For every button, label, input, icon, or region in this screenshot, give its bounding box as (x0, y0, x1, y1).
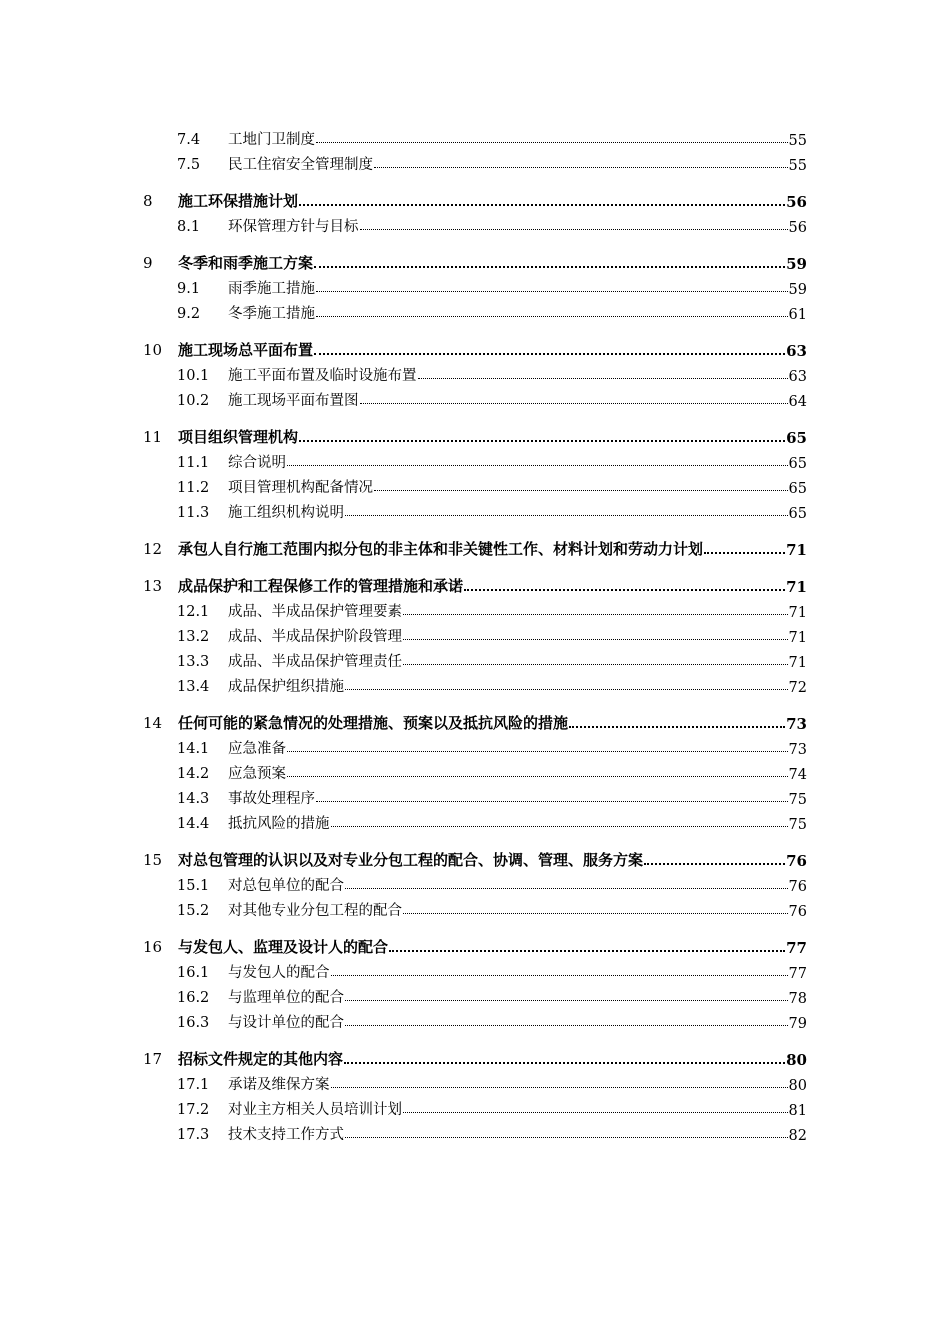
toc-dot-leader (344, 1062, 785, 1064)
toc-entry-number: 17 (143, 1050, 163, 1068)
toc-entry-title: 对其他专业分包工程的配合 (228, 903, 402, 919)
toc-page-number: 56 (788, 220, 807, 236)
toc-entry-label (143, 1098, 402, 1119)
toc-dot-leader (331, 975, 788, 976)
toc-page-number: 81 (788, 1103, 807, 1119)
toc-section-entry[interactable] (143, 1094, 807, 1119)
toc-entry-title: 冬季施工措施 (228, 306, 315, 322)
toc-page-number: 63 (786, 342, 807, 360)
toc-page-number: 55 (788, 158, 807, 174)
toc-entry-label (143, 252, 313, 273)
toc-entry-label (143, 899, 402, 920)
toc-dot-leader (345, 689, 788, 690)
toc-dot-leader (569, 726, 785, 728)
toc-page-number: 59 (788, 282, 807, 298)
toc-entry-number: 16 (143, 938, 163, 956)
toc-dot-leader (464, 589, 785, 591)
toc-dot-leader (314, 353, 785, 355)
toc-dot-leader (345, 515, 788, 516)
toc-dot-leader (403, 664, 788, 665)
toc-page-number: 73 (788, 742, 807, 758)
toc-entry-title: 任何可能的紧急情况的处理措施、预案以及抵抗风险的措施 (178, 714, 569, 732)
toc-dot-leader (287, 465, 788, 466)
toc-entry-number: 9 (143, 254, 153, 272)
toc-dot-leader (287, 751, 788, 752)
toc-entry-number: 14 (143, 714, 163, 732)
toc-entry-number: 16.1 (177, 965, 210, 981)
toc-entry-number: 8.1 (177, 219, 201, 235)
toc-entry-label (143, 426, 298, 447)
toc-entry-title: 抵抗风险的措施 (228, 816, 330, 832)
toc-entry-title: 综合说明 (228, 455, 286, 471)
toc-entry-number: 13.4 (177, 679, 210, 695)
toc-dot-leader (299, 204, 785, 206)
toc-chapter-entry[interactable] (143, 708, 807, 733)
toc-entry-title: 雨季施工措施 (228, 281, 315, 297)
toc-section-entry[interactable] (143, 895, 807, 920)
toc-entry-title: 成品保护和工程保修工作的管理措施和承诺 (178, 577, 464, 595)
toc-entry-title: 与监理单位的配合 (228, 990, 344, 1006)
toc-entry-label (143, 787, 315, 808)
toc-dot-leader (374, 167, 788, 168)
toc-entry-title: 工地门卫制度 (228, 132, 315, 148)
toc-dot-leader (704, 552, 785, 554)
toc-entry-title: 成品保护组织措施 (228, 679, 344, 695)
toc-section-entry[interactable] (143, 808, 807, 833)
toc-entry-number: 8 (143, 192, 153, 210)
toc-entry-title: 对总包单位的配合 (228, 878, 344, 894)
toc-page-number: 76 (788, 904, 807, 920)
toc-entry-title: 承诺及维保方案 (228, 1077, 330, 1093)
toc-page-number: 65 (786, 429, 807, 447)
toc-entry-label (143, 600, 402, 621)
toc-entry-label (143, 1073, 330, 1094)
toc-entry-label (143, 675, 344, 696)
toc-entry-label (143, 712, 568, 733)
toc-entry-number: 16.2 (177, 990, 210, 1006)
toc-page-number: 59 (786, 255, 807, 273)
toc-entry-title: 承包人自行施工范围内拟分包的非主体和非关键性工作、材料计划和劳动力计划 (178, 540, 704, 558)
toc-entry-label (143, 874, 344, 895)
toc-entry-title: 项目组织管理机构 (178, 428, 299, 446)
toc-entry-number: 15.2 (177, 903, 210, 919)
toc-page-number: 65 (788, 481, 807, 497)
toc-section-entry[interactable] (143, 124, 807, 149)
toc-entry-title: 成品、半成品保护阶段管理 (228, 629, 402, 645)
toc-entry-label (143, 339, 313, 360)
toc-entry-label (143, 650, 402, 671)
toc-page-number: 78 (788, 991, 807, 1007)
toc-page-number: 71 (788, 605, 807, 621)
toc-dot-leader (360, 229, 788, 230)
toc-page-number: 79 (788, 1016, 807, 1032)
toc-entry-label (143, 153, 373, 174)
toc-section-entry[interactable] (143, 783, 807, 808)
toc-chapter-entry[interactable] (143, 534, 807, 559)
toc-entry-label (143, 737, 286, 758)
toc-entry-number: 11.3 (177, 505, 210, 521)
toc-entry-label (143, 128, 315, 149)
toc-entry-label (143, 538, 703, 559)
toc-entry-title: 施工现场平面布置图 (228, 393, 359, 409)
toc-entry-title: 冬季和雨季施工方案 (178, 254, 314, 272)
toc-dot-leader (316, 291, 788, 292)
toc-section-entry[interactable] (143, 596, 807, 621)
toc-entry-number: 15 (143, 851, 163, 869)
toc-section-entry[interactable] (143, 982, 807, 1007)
toc-entry-label (143, 1011, 344, 1032)
toc-entry-number: 10 (143, 341, 163, 359)
toc-entry-label (143, 1123, 344, 1144)
toc-entry-number: 7.5 (177, 157, 201, 173)
toc-chapter-entry[interactable] (143, 1044, 807, 1069)
toc-page-number: 80 (788, 1078, 807, 1094)
toc-page-number: 55 (788, 133, 807, 149)
toc-dot-leader (389, 950, 785, 952)
toc-dot-leader (403, 913, 788, 914)
toc-page-number: 82 (788, 1128, 807, 1144)
toc-page-number: 76 (786, 852, 807, 870)
toc-page-number: 74 (788, 767, 807, 783)
toc-dot-leader (316, 142, 788, 143)
toc-entry-label (143, 812, 330, 833)
toc-page-number: 76 (788, 879, 807, 895)
toc-entry-title: 成品、半成品保护管理责任 (228, 654, 402, 670)
toc-entry-title: 与发包人的配合 (228, 965, 330, 981)
toc-entry-label (143, 302, 315, 323)
toc-entry-title: 项目管理机构配备情况 (228, 480, 373, 496)
toc-page-number: 80 (786, 1051, 807, 1069)
toc-entry-title: 应急预案 (228, 766, 286, 782)
toc-entry-number: 13.3 (177, 654, 210, 670)
toc-section-entry[interactable] (143, 1007, 807, 1032)
toc-entry-title: 对总包管理的认识以及对专业分包工程的配合、协调、管理、服务方案 (178, 851, 644, 869)
toc-dot-leader (331, 826, 788, 827)
toc-section-entry[interactable] (143, 472, 807, 497)
toc-page-number: 65 (788, 506, 807, 522)
toc-entry-title: 民工住宿安全管理制度 (228, 157, 373, 173)
toc-entry-title: 对业主方相关人员培训计划 (228, 1102, 402, 1118)
toc-entry-label (143, 575, 463, 596)
toc-entry-number: 10.2 (177, 393, 210, 409)
toc-entry-label (143, 476, 373, 497)
toc-entry-title: 技术支持工作方式 (228, 1127, 344, 1143)
toc-section-entry[interactable] (143, 385, 807, 410)
toc-page-number: 56 (786, 193, 807, 211)
toc-section-entry[interactable] (143, 671, 807, 696)
toc-dot-leader (403, 614, 788, 615)
toc-entry-label (143, 389, 359, 410)
toc-entry-label (143, 215, 359, 236)
toc-section-entry[interactable] (143, 149, 807, 174)
toc-section-entry[interactable] (143, 298, 807, 323)
toc-entry-title: 招标文件规定的其他内容 (178, 1050, 344, 1068)
toc-dot-leader (345, 1025, 788, 1026)
toc-entry-number: 17.3 (177, 1127, 210, 1143)
toc-dot-leader (644, 863, 785, 865)
toc-entry-title: 施工组织机构说明 (228, 505, 344, 521)
toc-entry-title: 施工环保措施计划 (178, 192, 299, 210)
toc-chapter-entry[interactable] (143, 571, 807, 596)
toc-dot-leader (345, 1137, 788, 1138)
toc-section-entry[interactable] (143, 273, 807, 298)
toc-entry-number: 9.2 (177, 306, 201, 322)
toc-entry-label (143, 1048, 343, 1069)
toc-page-number: 71 (786, 541, 807, 559)
toc-entry-number: 7.4 (177, 132, 201, 148)
toc-section-entry[interactable] (143, 621, 807, 646)
toc-entry-title: 事故处理程序 (228, 791, 315, 807)
toc-entry-label (143, 625, 402, 646)
toc-dot-leader (418, 378, 788, 379)
toc-section-entry[interactable] (143, 447, 807, 472)
toc-page-number: 73 (786, 715, 807, 733)
toc-section-entry[interactable] (143, 1119, 807, 1144)
toc-entry-number: 13 (143, 577, 163, 595)
toc-section-entry[interactable] (143, 758, 807, 783)
toc-entry-title: 与发包人、监理及设计人的配合 (178, 938, 389, 956)
toc-dot-leader (345, 1000, 788, 1001)
toc-entry-number: 9.1 (177, 281, 201, 297)
toc-entry-label (143, 364, 417, 385)
toc-chapter-entry[interactable] (143, 932, 807, 957)
toc-entry-title: 施工平面布置及临时设施布置 (228, 368, 417, 384)
table-of-contents (143, 124, 807, 1144)
toc-dot-leader (360, 403, 788, 404)
toc-entry-label (143, 277, 315, 298)
toc-entry-title: 环保管理方针与目标 (228, 219, 359, 235)
toc-chapter-entry[interactable] (143, 186, 807, 211)
toc-page-number: 65 (788, 456, 807, 472)
toc-entry-number: 15.1 (177, 878, 210, 894)
toc-page-number: 71 (788, 630, 807, 646)
toc-entry-number: 13.2 (177, 629, 210, 645)
toc-entry-number: 10.1 (177, 368, 210, 384)
toc-entry-label (143, 501, 344, 522)
toc-page-number: 71 (786, 578, 807, 596)
toc-chapter-entry[interactable] (143, 335, 807, 360)
toc-entry-label (143, 936, 388, 957)
toc-dot-leader (345, 888, 788, 889)
toc-section-entry[interactable] (143, 497, 807, 522)
toc-section-entry[interactable] (143, 646, 807, 671)
toc-page-number: 72 (788, 680, 807, 696)
toc-entry-label (143, 190, 298, 211)
toc-page-number: 77 (788, 966, 807, 982)
toc-entry-number: 17.1 (177, 1077, 210, 1093)
toc-entry-label (143, 986, 344, 1007)
toc-entry-number: 12 (143, 540, 163, 558)
toc-dot-leader (287, 776, 788, 777)
toc-entry-label (143, 762, 286, 783)
toc-dot-leader (403, 1112, 788, 1113)
toc-entry-number: 16.3 (177, 1015, 210, 1031)
toc-dot-leader (331, 1087, 788, 1088)
toc-section-entry[interactable] (143, 1069, 807, 1094)
toc-dot-leader (299, 440, 785, 442)
toc-page-number: 63 (788, 369, 807, 385)
toc-section-entry[interactable] (143, 870, 807, 895)
toc-entry-number: 14.1 (177, 741, 210, 757)
toc-entry-title: 施工现场总平面布置 (178, 341, 314, 359)
toc-dot-leader (403, 639, 788, 640)
toc-section-entry[interactable] (143, 957, 807, 982)
toc-entry-label (143, 849, 643, 870)
toc-page-number: 71 (788, 655, 807, 671)
toc-entry-number: 11.2 (177, 480, 210, 496)
toc-page-number: 75 (788, 792, 807, 808)
toc-page-number: 75 (788, 817, 807, 833)
toc-dot-leader (316, 316, 788, 317)
toc-page-number: 61 (788, 307, 807, 323)
toc-chapter-entry[interactable] (143, 845, 807, 870)
toc-entry-number: 11.1 (177, 455, 210, 471)
toc-entry-label (143, 451, 286, 472)
toc-dot-leader (374, 490, 788, 491)
toc-entry-number: 14.4 (177, 816, 210, 832)
toc-section-entry[interactable] (143, 211, 807, 236)
toc-chapter-entry[interactable] (143, 248, 807, 273)
toc-entry-title: 成品、半成品保护管理要素 (228, 604, 402, 620)
toc-entry-number: 14.2 (177, 766, 210, 782)
toc-dot-leader (314, 266, 785, 268)
toc-entry-title: 与设计单位的配合 (228, 1015, 344, 1031)
toc-entry-number: 12.1 (177, 604, 210, 620)
toc-page-number: 64 (788, 394, 807, 410)
toc-entry-number: 17.2 (177, 1102, 210, 1118)
toc-entry-label (143, 961, 330, 982)
toc-entry-number: 14.3 (177, 791, 210, 807)
toc-entry-number: 11 (143, 428, 163, 446)
toc-section-entry[interactable] (143, 360, 807, 385)
toc-section-entry[interactable] (143, 733, 807, 758)
toc-entry-title: 应急准备 (228, 741, 286, 757)
toc-dot-leader (316, 801, 788, 802)
toc-chapter-entry[interactable] (143, 422, 807, 447)
toc-page-number: 77 (786, 939, 807, 957)
